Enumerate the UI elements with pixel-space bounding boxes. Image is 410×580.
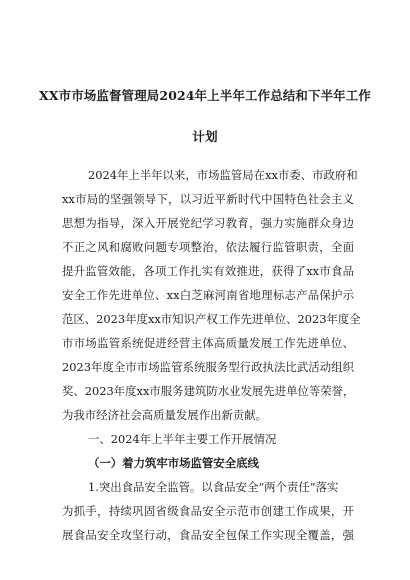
paragraph-line: 2024年上半年以来，市场监管局在xx市委、市政府和	[88, 168, 358, 182]
paragraph-line: 1.突出食品安全监管。以食品安全“两个责任”落实	[88, 480, 339, 494]
paragraph-line: 安全工作先进单位、xx白芝麻河南省地理标志产品保护示	[62, 288, 354, 302]
paragraph-line: 2023年度全市市场监管系统服务型行政执法比武活动组织	[62, 360, 354, 374]
paragraph-line: 范区、2023年度xx市知识产权工作先进单位、2023年度全	[62, 312, 361, 326]
document-title-continued: 计划	[192, 129, 218, 144]
paragraph-line: 思想为指导，深入开展党纪学习教育，强力实施群众身边	[62, 216, 354, 230]
paragraph-line: 提升监管效能，各项工作扎实有效推进，获得了xx市食品	[62, 264, 354, 278]
paragraph-line: 不正之风和腐败问题专项整治，依法履行监管职责，全面	[62, 240, 354, 254]
paragraph-line: 为抓手，持续巩固省级食品安全示范市创建工作成果，开	[62, 504, 354, 518]
paragraph-line: 为我市经济社会高质量发展作出新贡献。	[62, 408, 268, 422]
paragraph-line: xx市局的坚强领导下，以习近平新时代中国特色社会主义	[62, 192, 354, 206]
paragraph-line: 奖、2023年度xx市服务建筑防水业发展先进单位等荣誉，	[62, 384, 355, 398]
paragraph-line: 市市场监管系统促进经营主体高质量发展工作先进单位、	[62, 336, 354, 350]
subsection-heading: （一）着力筑牢市场监管安全底线	[88, 456, 259, 470]
paragraph-line: 展食品安全攻坚行动，食品安全包保工作实现全覆盖，强	[62, 528, 354, 542]
section-heading: 一、2024年上半年主要工作开展情况	[88, 432, 277, 446]
document-title: XX市市场监督管理局2024年上半年工作总结和下半年工作	[39, 88, 371, 103]
